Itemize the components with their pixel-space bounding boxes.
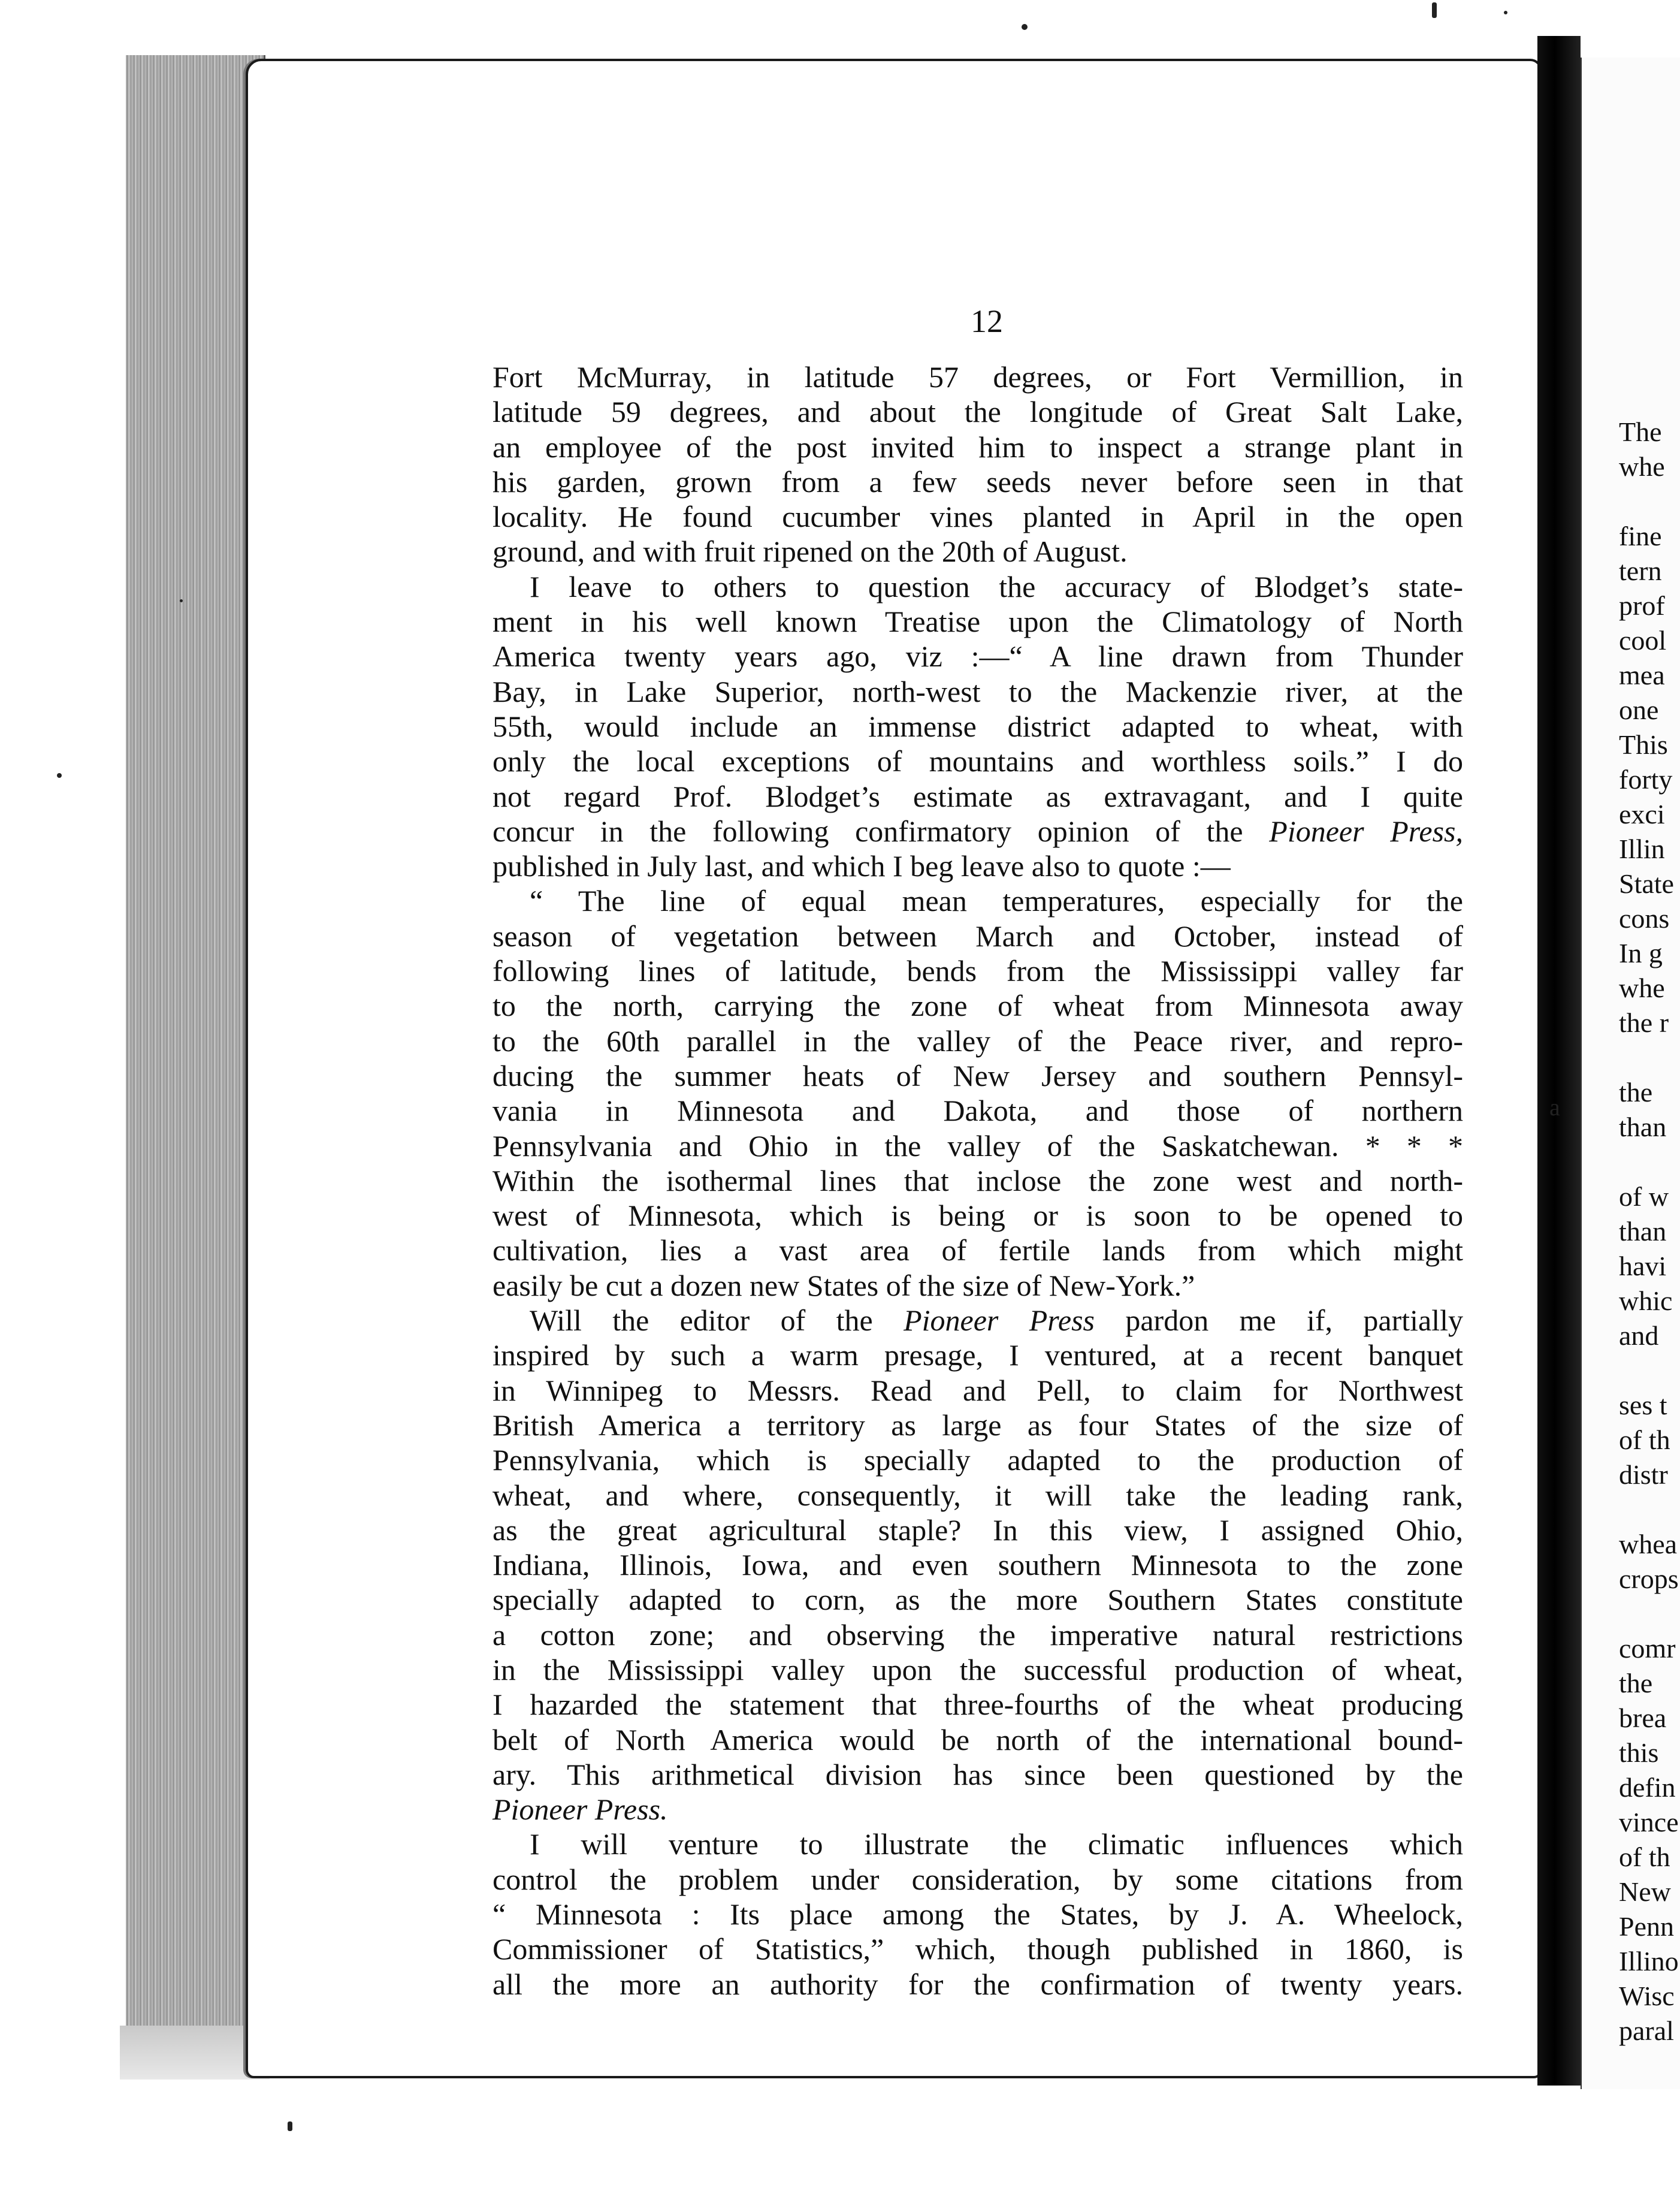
text-line bbox=[492, 1093, 1463, 1128]
text-line bbox=[492, 1513, 1463, 1547]
facing-fragment: the r bbox=[1619, 1007, 1669, 1038]
text-run: “ Minnesota : Its place among the States, by J. A. Wheelock, bbox=[492, 1897, 1463, 1932]
text-run: Indiana, Illinois, Iowa, and even southern Minnesota to the zone bbox=[492, 1548, 1463, 1582]
text-run: ducing the summer heats of New Jersey and southern Pennsyl- bbox=[492, 1058, 1463, 1093]
text-line bbox=[492, 1792, 1463, 1827]
facing-page bbox=[1581, 58, 1680, 2089]
text-run: Fort McMurray, in latitude 57 degrees, or Fort Vermillion, in bbox=[492, 360, 1463, 394]
facing-fragment: comr bbox=[1619, 1633, 1676, 1664]
facing-fragment: than bbox=[1619, 1216, 1667, 1247]
facing-fragment: of th bbox=[1619, 1425, 1670, 1455]
text-run: season of vegetation between March and October, instead of bbox=[492, 919, 1463, 953]
text-line bbox=[492, 394, 1463, 429]
text-run: Pennsylvania and Ohio in the valley of the Saskatchewan. * * * bbox=[492, 1128, 1463, 1163]
text-line bbox=[492, 534, 1463, 569]
text-line bbox=[492, 1547, 1463, 1582]
text-run: not regard Prof. Blodget’s estimate as extravagant, and I quite bbox=[492, 779, 1463, 813]
facing-fragment: exci bbox=[1619, 799, 1665, 829]
text-run: concur in the following confirmatory opinion of the bbox=[492, 814, 1270, 848]
text-line bbox=[492, 674, 1463, 709]
text-line bbox=[492, 1373, 1463, 1408]
text-run: I hazarded the statement that three-fourths of the wheat producing bbox=[492, 1688, 1463, 1722]
text-line bbox=[492, 1862, 1463, 1897]
text-line bbox=[492, 360, 1463, 394]
text-line bbox=[492, 464, 1463, 499]
facing-fragment bbox=[1619, 1040, 1679, 1075]
facing-fragment: whe bbox=[1619, 973, 1665, 1003]
text-line bbox=[492, 1128, 1463, 1163]
text-run: cultivation, lies a vast area of fertile lands from which might bbox=[492, 1233, 1463, 1267]
text-run: pardon me if, partially bbox=[1095, 1303, 1464, 1338]
text-line bbox=[492, 1582, 1463, 1617]
facing-fragment bbox=[1619, 484, 1679, 519]
facing-fragment: This bbox=[1619, 729, 1668, 760]
text-line bbox=[492, 1268, 1463, 1303]
facing-fragment: Wisc bbox=[1619, 1981, 1675, 2011]
italic-title: Pioneer Press bbox=[904, 1303, 1095, 1338]
facing-fragment: the bbox=[1619, 1668, 1653, 1698]
facing-fragment: whe bbox=[1619, 451, 1665, 482]
scan-speck bbox=[1432, 2, 1437, 18]
book-fore-edge bbox=[126, 55, 265, 2075]
facing-fragment: Illino bbox=[1619, 1946, 1679, 1976]
text-line bbox=[492, 814, 1463, 849]
text-line bbox=[492, 1757, 1463, 1792]
scan-speck bbox=[1504, 11, 1507, 14]
margin-mark: a bbox=[1549, 1094, 1560, 1121]
facing-fragment: and bbox=[1619, 1320, 1659, 1351]
facing-fragment: forty bbox=[1619, 764, 1673, 795]
facing-fragment bbox=[1619, 1597, 1679, 1631]
facing-fragment: of th bbox=[1619, 1842, 1670, 1872]
text-line bbox=[492, 1827, 1463, 1861]
text-run: Bay, in Lake Superior, north-west to the Mackenzie river, at the bbox=[492, 674, 1463, 708]
text-line bbox=[492, 1932, 1463, 1966]
scan-speck bbox=[288, 2121, 292, 2131]
text-line bbox=[492, 1967, 1463, 2002]
text-line bbox=[492, 604, 1463, 639]
text-run: control the problem under consideration, by some citations from bbox=[492, 1862, 1463, 1896]
facing-fragment: the bbox=[1619, 1077, 1653, 1107]
facing-fragment: State bbox=[1619, 868, 1674, 899]
text-line bbox=[492, 1408, 1463, 1442]
facing-fragment: paral bbox=[1619, 2015, 1674, 2046]
italic-title: Pioneer Press. bbox=[492, 1792, 668, 1827]
text-line bbox=[492, 569, 1463, 604]
text-line bbox=[492, 744, 1463, 778]
text-run: latitude 59 degrees, and about the longitude of Great Salt Lake, bbox=[492, 395, 1463, 429]
text-line bbox=[492, 1024, 1463, 1058]
text-run: I will venture to illustrate the climatic influences which bbox=[530, 1827, 1463, 1861]
text-run: an employee of the post invited him to inspect a strange plant in bbox=[492, 430, 1463, 464]
text-line bbox=[492, 1303, 1463, 1338]
body-text bbox=[492, 360, 1463, 2002]
text-line bbox=[492, 883, 1463, 918]
text-run: specially adapted to corn, as the more Southern States constitute bbox=[492, 1583, 1463, 1617]
facing-fragment: whic bbox=[1619, 1285, 1673, 1316]
text-run: 55th, would include an immense district adapted to wheat, with bbox=[492, 709, 1463, 743]
facing-fragment: cool bbox=[1619, 625, 1667, 656]
text-run: ment in his well known Treatise upon the Climatology of North bbox=[492, 605, 1463, 639]
text-line bbox=[492, 1338, 1463, 1372]
page-gutter bbox=[1537, 36, 1581, 2086]
page-number: 12 bbox=[971, 303, 1003, 339]
facing-fragment: vince bbox=[1619, 1807, 1679, 1837]
italic-title: Pioneer Press, bbox=[1269, 814, 1463, 848]
facing-fragment: whea bbox=[1619, 1529, 1678, 1559]
facing-fragment bbox=[1619, 1353, 1679, 1388]
text-line bbox=[492, 779, 1463, 814]
text-run: vania in Minnesota and Dakota, and those of northern bbox=[492, 1094, 1463, 1128]
facing-fragment: Penn bbox=[1619, 1911, 1674, 1942]
text-run: published in July last, and which I beg leave also to quote :— bbox=[492, 849, 1231, 883]
scan-speck bbox=[57, 773, 62, 778]
text-line bbox=[492, 1722, 1463, 1757]
facing-fragment: than bbox=[1619, 1112, 1667, 1142]
text-run: Within the isothermal lines that inclose the zone west and north- bbox=[492, 1163, 1463, 1197]
facing-fragment: ses t bbox=[1619, 1390, 1667, 1420]
facing-fragment: prof bbox=[1619, 590, 1665, 621]
text-run: his garden, grown from a few seeds never before seen in that bbox=[492, 464, 1463, 499]
text-line bbox=[492, 988, 1463, 1023]
text-line bbox=[492, 849, 1463, 883]
facing-fragment: brea bbox=[1619, 1703, 1667, 1733]
text-line bbox=[492, 1163, 1463, 1198]
text-line bbox=[492, 430, 1463, 464]
text-line bbox=[492, 1198, 1463, 1233]
facing-fragment: The bbox=[1619, 417, 1662, 447]
facing-fragment: tern bbox=[1619, 556, 1662, 586]
scan-speck bbox=[1022, 24, 1028, 30]
text-run: ary. This arithmetical division has since been questioned by the bbox=[492, 1757, 1463, 1791]
text-run: belt of North America would be north of the international bound- bbox=[492, 1722, 1463, 1757]
text-line bbox=[492, 1442, 1463, 1477]
text-line bbox=[492, 919, 1463, 953]
text-run: America twenty years ago, viz :—“ A line drawn from Thunder bbox=[492, 639, 1463, 674]
text-run: ground, and with fruit ripened on the 20th of August. bbox=[492, 535, 1128, 569]
text-run: a cotton zone; and observing the imperative natural restrictions bbox=[492, 1617, 1463, 1652]
text-line bbox=[492, 1233, 1463, 1267]
text-run: to the north, carrying the zone of wheat from Minnesota away bbox=[492, 989, 1463, 1023]
text-run: only the local exceptions of mountains and worthless soils.” I do bbox=[492, 744, 1463, 778]
text-line bbox=[492, 1897, 1463, 1932]
facing-fragment: one bbox=[1619, 695, 1659, 725]
text-run: in the Mississippi valley upon the successful production of wheat, bbox=[492, 1652, 1463, 1686]
text-run: Pennsylvania, which is specially adapted to the production of bbox=[492, 1443, 1463, 1477]
facing-page-text bbox=[1619, 415, 1679, 2048]
text-run: “ The line of equal mean temperatures, especially for the bbox=[530, 884, 1463, 918]
text-run: to the 60th parallel in the valley of the Peace river, and repro- bbox=[492, 1024, 1463, 1058]
facing-fragment: havi bbox=[1619, 1251, 1667, 1281]
text-run: inspired by such a warm presage, I ventured, at a recent banquet bbox=[492, 1338, 1463, 1372]
text-run: west of Minnesota, which is being or is soon to be opened to bbox=[492, 1199, 1463, 1233]
facing-fragment: defin bbox=[1619, 1772, 1676, 1803]
text-line bbox=[492, 1478, 1463, 1513]
text-line bbox=[492, 709, 1463, 744]
facing-fragment: of w bbox=[1619, 1181, 1669, 1212]
text-run: in Winnipeg to Messrs. Read and Pell, to claim for Northwest bbox=[492, 1373, 1463, 1407]
facing-fragment: mea bbox=[1619, 660, 1665, 690]
facing-fragment: cons bbox=[1619, 903, 1670, 934]
text-line bbox=[492, 953, 1463, 988]
text-run: following lines of latitude, bends from the Mississippi valley far bbox=[492, 954, 1463, 988]
facing-fragment: distr bbox=[1619, 1459, 1668, 1490]
text-line bbox=[492, 1652, 1463, 1687]
text-run: as the great agricultural staple? In this view, I assigned Ohio, bbox=[492, 1513, 1463, 1547]
text-run: Commissioner of Statistics,” which, though published in 1860, is bbox=[492, 1932, 1463, 1966]
facing-fragment bbox=[1619, 1492, 1679, 1527]
text-run: British America a territory as large as four States of the size of bbox=[492, 1408, 1463, 1442]
facing-fragment: this bbox=[1619, 1737, 1659, 1768]
text-line bbox=[492, 499, 1463, 534]
facing-fragment: crops bbox=[1619, 1564, 1679, 1594]
text-line bbox=[492, 639, 1463, 674]
text-line bbox=[492, 1617, 1463, 1652]
facing-fragment: Illin bbox=[1619, 834, 1665, 864]
text-run: easily be cut a dozen new States of the size of New-York.” bbox=[492, 1268, 1195, 1302]
text-run: wheat, and where, consequently, it will take the leading rank, bbox=[492, 1478, 1463, 1512]
text-run: I leave to others to question the accuracy of Blodget’s state- bbox=[530, 569, 1463, 603]
text-run: Will the editor of the bbox=[530, 1303, 904, 1338]
facing-fragment: fine bbox=[1619, 521, 1662, 551]
scan-speck bbox=[180, 599, 183, 602]
text-run: all the more an authority for the confirmation of twenty years. bbox=[492, 1967, 1463, 2001]
facing-fragment: New bbox=[1619, 1876, 1671, 1907]
facing-fragment bbox=[1619, 1145, 1679, 1179]
text-line bbox=[492, 1058, 1463, 1093]
text-line bbox=[492, 1687, 1463, 1722]
facing-fragment: In g bbox=[1619, 938, 1663, 968]
text-run: locality. He found cucumber vines planted in April in the open bbox=[492, 500, 1463, 534]
